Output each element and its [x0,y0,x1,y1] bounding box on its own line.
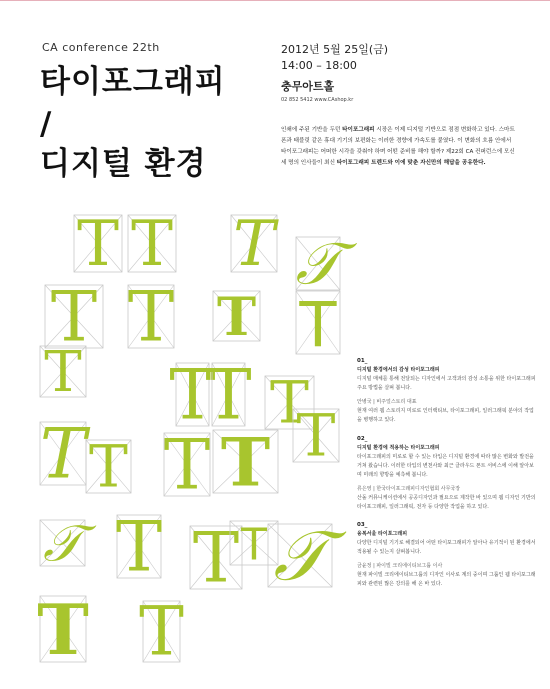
session-number: 01_ [357,358,368,364]
speaker-description: 산돌 커뮤니케이션에서 공공디자인과 필요으로 제작한 바 있으며 웹 디자인 기반의 타이포그래피, 일러그래픽, 전자 등 다양한 작업을 하고 있다. [357,495,536,510]
session-2 [357,435,537,512]
letter-tile [190,518,242,598]
speaker-description: 현재 여러 웹 스토리지 미로로 인터랙티브, 타이포그래피, 일러그래픽 분야의 작업을 병행하고 있다. [357,408,534,423]
session-number: 03_ [357,522,368,528]
event-date: 2012년 5월 25일(금) [281,43,389,56]
letter-glyph: T [169,355,216,436]
letter-tile [128,207,176,280]
letter-tile [293,402,339,470]
letter-tile [213,423,278,501]
conference-label: CA conference 22th [42,41,160,54]
letter-tile [296,287,340,361]
speaker-description: 현재 파이빌 크리에이티브그룹의 디자인 이사로 계의 중이며 그룹인 웹 타이포그래피와 관련된 많은 강의를 해 온 바 있다. [357,572,536,587]
letter-tile [37,590,89,671]
letter-glyph: T [50,277,98,358]
letter-glyph: T [297,287,339,362]
letter-glyph: 𝒯 [295,229,341,298]
letter-tile [139,593,184,671]
intro-bold-1: 타이포그래피 [342,127,375,133]
letter-tile [231,207,279,280]
letter-glyph: T [192,518,240,599]
letter-glyph: T [115,507,163,588]
title-line-3: 디지털 환경 [40,146,207,182]
session-number: 02_ [357,436,368,442]
letter-glyph: T [233,207,275,281]
session-3 [357,521,537,589]
letter-tile [86,433,131,501]
letter-glyph: T [270,368,309,437]
event-venue: 충무아트홀 [281,80,335,93]
letter-glyph: T [216,287,257,348]
letter-glyph: T [296,401,336,470]
title-line-2: / [40,106,53,142]
session-title: 융복서울 타이포그래피 [357,531,408,537]
letter-tile [40,414,91,494]
letter-glyph: T [77,207,119,281]
intro-text-1: 인쇄에 주된 기반을 두던 [281,127,343,133]
session-description: 디지털 매체를 통해 전달되는 디자인에서 고객과의 감성 소통을 위한 타이포그래피 주요 방법을 살펴 봅니다. [357,376,536,391]
letter-glyph: T [37,590,89,672]
session-title: 디지털 환경에 적용하는 타이포그래피 [357,445,440,451]
session-description: 다양한 디지털 기기로 해결되어 어떤 타이포그래피가 알아나 유기적이 된 환경에서 적용될 수 있는지 살펴봅니다. [357,540,536,555]
letter-glyph: T [131,207,173,281]
letter-glyph: 𝒯 [273,516,327,597]
letter-tile [128,277,174,357]
letter-tile [213,287,260,348]
session-description: 타이포그래피의 미로로 할 수 있는 타입은 디지털 환경에 따라 많은 변화와 발전을 거쳐 왔습니다. 이러한 타입의 변천사와 최근 클라우드 폰트 서비스에 이해 알아보며 미래의 향방을 예측해 봅니다. [357,454,534,478]
letter-glyph: T [205,355,252,436]
event-time: 14:00 – 18:00 [281,59,357,72]
letter-tile [40,340,86,405]
letter-glyph: T [139,592,184,671]
letter-glyph: T [220,423,271,502]
session-speaker: 류은영 | 한국타이포그래피디자인협회 사무국장 [357,486,461,492]
letter-tile [268,516,346,596]
letter-tile [116,507,162,587]
session-1 [357,357,537,425]
letter-glyph: T [39,414,87,495]
intro-bold-2: 타이포그래피 트렌드와 이에 맞춘 자신만의 해답을 공유한다. [336,160,486,166]
title-line-1: 타이포그래피 [40,64,226,100]
session-title: 디지털 환경에서의 감성 타이포그래피 [357,367,440,373]
letter-glyph: 𝒯 [43,513,82,573]
contact-info: 02 852 5412 www.CAshop.kr [281,97,354,103]
letter-glyph: T [44,339,82,405]
intro-text-2: 시장은 이제 디지털 기반으로 점점 변화하고 있다. 스마트폰과 태블릿 같은 휴대 기기의 보편화는 이러한 경향에 가속도를 붙였다. 이 변화의 흐름 안에서 타이포그래피는 어떠한 시각을 갖춰야 하며 어떤 준비를 해야 할까? 제22회 CA 컨퍼런스에 모신 세 명의 인사들이 최신 [281,127,515,166]
letter-glyph: T [89,432,128,501]
letter-glyph: T [127,277,175,358]
session-speaker: 안병국 | 비주얼스토리 대표 [357,399,417,405]
letter-tile [74,207,122,280]
letter-glyph: T [239,517,269,570]
letter-tile [164,425,210,505]
session-speaker: 금윤정 | 파이빌 크리에이티브그룹 이사 [357,563,443,569]
letter-glyph: T [163,425,211,506]
letter-tile [40,513,97,572]
